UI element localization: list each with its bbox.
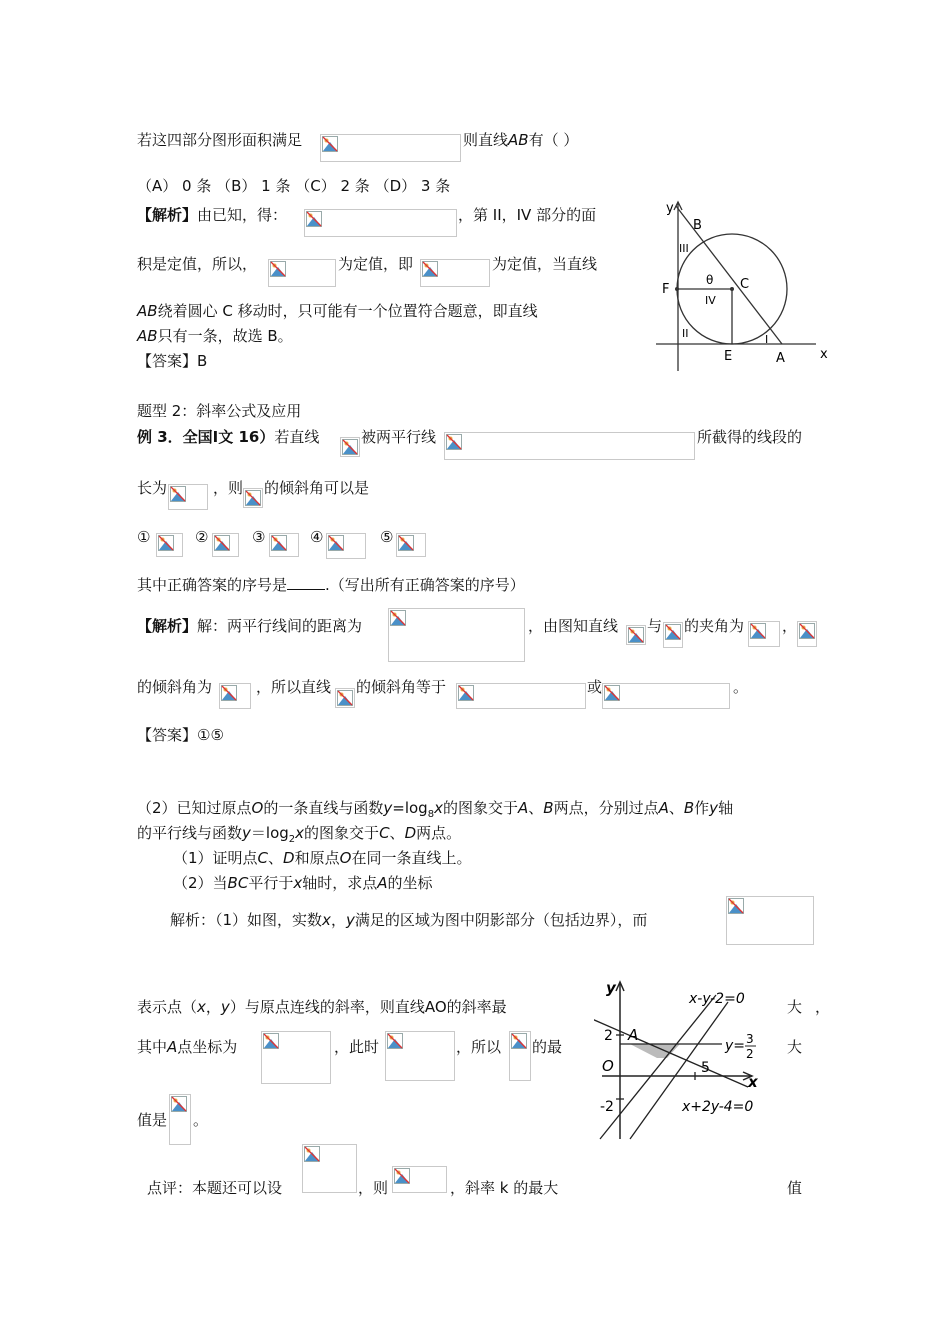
fig-label-o: O — [602, 1057, 614, 1075]
ex3-solution-line1 — [137, 616, 362, 636]
solution-text: ，由图知直线 — [528, 617, 619, 635]
var-o: O — [339, 849, 352, 867]
broken-image-icon — [750, 623, 766, 639]
q2-text: 和原点 — [294, 849, 340, 867]
ex3-text: 所截得的线段的 — [697, 428, 803, 446]
solution-text: 与 — [647, 617, 663, 635]
fig-label-x: x — [820, 347, 828, 362]
broken-image-icon — [304, 1146, 320, 1162]
fig-label-a: A — [776, 351, 785, 366]
fig-label-yeq: y= — [725, 1038, 746, 1054]
var-y: y — [242, 824, 251, 842]
formula-image — [748, 621, 780, 647]
q2-text: ）与原点连线的斜率，则直线 — [229, 998, 425, 1016]
var-y: y — [220, 998, 230, 1016]
fig-line-ab — [676, 206, 782, 344]
ex3-fill-text: 其中正确答案的序号是 — [137, 576, 288, 594]
formula-image — [168, 484, 208, 510]
q2-text: 轴 — [718, 799, 734, 817]
q2-text: 的最 — [532, 1038, 563, 1056]
fig-tick-5: 5 — [701, 1060, 710, 1076]
q2-text: ， — [205, 998, 221, 1016]
q2-text: ＝log — [250, 824, 289, 842]
region-figure — [594, 977, 788, 1142]
fig-label-e: E — [724, 349, 733, 364]
formula-image — [304, 209, 457, 237]
broken-image-icon — [665, 624, 681, 640]
broken-image-icon — [387, 1033, 403, 1049]
broken-image-icon — [306, 211, 322, 227]
broken-image-icon — [328, 535, 344, 551]
var-ab: AB — [137, 327, 158, 345]
ex3-line1 — [137, 427, 319, 447]
option-1: ① — [137, 528, 151, 546]
broken-image-icon — [398, 535, 414, 551]
remark-text: 值 — [787, 1179, 803, 1197]
broken-image-icon — [728, 898, 744, 914]
var-x: x — [197, 998, 206, 1016]
formula-image — [335, 688, 355, 708]
broken-image-icon — [245, 490, 261, 506]
circle-figure — [648, 196, 838, 376]
formula-image — [269, 533, 299, 557]
formula-image — [444, 432, 695, 460]
solution-text: 或 — [587, 678, 603, 696]
log-base: 2 — [288, 834, 296, 845]
formula-image — [212, 533, 239, 557]
formula-image — [156, 533, 183, 557]
formula-image — [626, 625, 646, 645]
fig-label-c: C — [740, 277, 750, 292]
formula-image — [663, 622, 683, 648]
formula-image — [602, 683, 730, 709]
q2-text: 的斜率最 — [446, 998, 507, 1016]
var-a: A — [517, 799, 529, 817]
option-5: ⑤ — [380, 528, 394, 546]
formula-image — [797, 621, 817, 647]
q2-text: 平行于 — [248, 874, 294, 892]
q2-text: 。 — [193, 1111, 209, 1129]
broken-image-icon — [342, 439, 358, 455]
remark-text: ，斜率 k 的最大 — [450, 1179, 559, 1197]
q2-text: 轴时，求点 — [302, 874, 378, 892]
var-y: y — [709, 799, 719, 817]
fig-tick-neg2: -2 — [600, 1099, 614, 1115]
fig-label-b: B — [693, 218, 702, 233]
q2-text: （2）当 — [173, 874, 228, 892]
broken-image-icon — [170, 486, 186, 502]
solution-text: ， — [782, 617, 798, 635]
q2-line1 — [137, 798, 733, 825]
formula-image — [456, 683, 586, 709]
formula-image — [385, 1031, 455, 1081]
fig-label-a: A — [628, 1026, 639, 1044]
formula-image — [261, 1031, 331, 1084]
q2-text: 大 — [787, 1038, 803, 1056]
q1-line1-pre: 若这四部分图形面积满足 — [137, 131, 303, 149]
formula-image — [243, 488, 263, 508]
log-base: 8 — [427, 809, 435, 820]
var-bc: BC — [227, 874, 249, 892]
q2-text: 、 — [528, 799, 544, 817]
q1-then-line: 则直线 — [463, 131, 509, 149]
broken-image-icon — [221, 685, 237, 701]
var-o: O — [251, 799, 264, 817]
q2-text: 、 — [668, 799, 684, 817]
fig-label-line3: x+2y-4=0 — [682, 1099, 754, 1115]
fig-label-x: x — [748, 1073, 758, 1091]
q2-text: 值是 — [137, 1111, 168, 1129]
option-4: ④ — [310, 528, 324, 546]
fig-label-theta: θ — [706, 273, 714, 287]
q2-text: 满足的区域为图中阴影部分（包括边界），而 — [354, 911, 648, 929]
ex3-text: 被两平行线 — [361, 428, 437, 446]
fig-label-iii: III — [679, 242, 689, 255]
q2-text: 大 — [787, 998, 803, 1016]
q2-part2 — [173, 873, 433, 893]
q2-solution-line1 — [170, 910, 647, 930]
fig-tick-2: 2 — [604, 1028, 613, 1044]
var-a: A — [658, 799, 669, 817]
q2-text: 在同一条直线上。 — [351, 849, 472, 867]
var-d: D — [404, 824, 417, 842]
formula-image — [340, 437, 360, 457]
fig-line-xy2 — [630, 1002, 728, 1139]
broken-image-icon — [171, 1096, 187, 1112]
q2-text: ，所以 — [456, 1038, 502, 1056]
broken-image-icon — [628, 627, 644, 643]
q2-text: 作 — [694, 799, 710, 817]
q2-text: 的坐标 — [387, 874, 433, 892]
broken-image-icon — [322, 136, 338, 152]
var-b: B — [683, 799, 695, 817]
analysis-text: 只有一条，故选 B。 — [157, 327, 293, 345]
formula-image — [169, 1094, 191, 1145]
broken-image-icon — [390, 610, 406, 626]
q1-end: 有（ ） — [528, 131, 579, 149]
broken-image-icon — [604, 685, 620, 701]
solution-text: ，所以直线 — [256, 678, 332, 696]
solution-text: 。 — [733, 678, 749, 696]
formula-image — [302, 1144, 357, 1193]
q2-line2 — [137, 823, 461, 850]
q2-text: 的平行线与函数 — [137, 824, 243, 842]
q2-text: ，此时 — [334, 1038, 380, 1056]
analysis-line4 — [137, 301, 538, 321]
fig-label-ii: II — [682, 327, 689, 340]
q2-text: ， — [330, 911, 346, 929]
analysis-text: 为定值，当直线 — [492, 255, 598, 273]
var-y: y — [345, 911, 355, 929]
broken-image-icon — [394, 1168, 410, 1184]
fig-label-f: F — [662, 282, 670, 297]
formula-image — [396, 533, 426, 557]
fig-label-y: y — [606, 979, 616, 997]
ex3-fill-post: .（写出所有正确答案的序号） — [325, 576, 525, 594]
formula-image — [268, 259, 336, 287]
analysis-line5 — [137, 326, 293, 346]
analysis-text: 积是定值，所以， — [137, 255, 258, 273]
answer-blank — [287, 575, 325, 590]
var-c: C — [257, 849, 269, 867]
var-c: C — [379, 824, 390, 842]
q2-text: 两点，分别过点 — [553, 799, 659, 817]
ex3-text: 长为 — [137, 479, 168, 497]
fig-line-boundary — [600, 995, 716, 1139]
broken-image-icon — [458, 685, 474, 701]
var-ab: AB — [508, 131, 529, 149]
broken-image-icon — [271, 535, 287, 551]
var-d: D — [283, 849, 295, 867]
q2-solution-line3 — [137, 1037, 237, 1057]
q1-line1 — [137, 130, 302, 150]
ex3-answer: 【答案】①⑤ — [137, 726, 224, 744]
q2-text: （1）证明点 — [173, 849, 258, 867]
var-x: x — [295, 824, 305, 842]
fig-label-i: I — [765, 333, 769, 346]
section-heading: 题型 2：斜率公式及应用 — [137, 402, 302, 420]
formula-image — [509, 1031, 531, 1081]
formula-image — [388, 608, 525, 662]
q2-text: =log — [392, 799, 428, 817]
formula-image — [420, 259, 490, 287]
q2-text: 的图象交于 — [442, 799, 518, 817]
broken-image-icon — [422, 261, 438, 277]
broken-image-icon — [511, 1033, 527, 1049]
broken-image-icon — [158, 535, 174, 551]
formula-image — [392, 1166, 447, 1193]
q2-text: ， — [815, 998, 831, 1016]
q1-choices: （A） 0 条 （B） 1 条 （C） 2 条 （D） 3 条 — [137, 177, 451, 195]
broken-image-icon — [337, 690, 353, 706]
var-x: x — [434, 799, 443, 817]
q2-text: 点坐标为 — [177, 1038, 238, 1056]
q2-text: 的一条直线与函数 — [263, 799, 384, 817]
q1-line1-post — [463, 130, 578, 150]
q2-text: 其中 — [137, 1038, 168, 1056]
analysis-text: 由已知，得： — [197, 206, 288, 224]
var-b: B — [543, 799, 554, 817]
analysis-text: 为定值，即 — [338, 255, 414, 273]
fig-label-iv: IV — [705, 294, 716, 307]
formula-image — [326, 533, 366, 559]
remark-text: 点评：本题还可以设 — [147, 1179, 283, 1197]
q2-text: 、 — [389, 824, 405, 842]
ex3-text: 若直线 — [274, 428, 320, 446]
formula-image — [726, 896, 814, 945]
remark-text: ，则 — [358, 1179, 389, 1197]
option-2: ② — [195, 528, 209, 546]
broken-image-icon — [214, 535, 230, 551]
fig-label-y: y — [666, 201, 674, 216]
q2-text: 解析：（1）如图，实数 — [170, 911, 323, 929]
solution-text: 的夹角为 — [684, 617, 745, 635]
ex3-text: 的倾斜角可以是 — [264, 479, 370, 497]
q2-text: （2）已知过原点 — [137, 799, 252, 817]
ex3-source: 全国Ⅰ文 16） — [182, 428, 275, 446]
analysis-label: 【解析】 — [137, 206, 198, 224]
q2-solution-line2 — [137, 997, 507, 1017]
solution-text: 解：两平行线间的距离为 — [197, 617, 363, 635]
solution-text: 的倾斜角等于 — [356, 678, 447, 696]
q2-text: 、 — [268, 849, 284, 867]
broken-image-icon — [263, 1033, 279, 1049]
analysis-text: 绕着圆心 C 移动时，只可能有一个位置符合题意，即直线 — [157, 302, 538, 320]
fig-label-num: 3 — [746, 1032, 754, 1046]
q1-analysis-line1 — [137, 205, 287, 225]
var-x: x — [293, 874, 303, 892]
q2-text: 两点。 — [416, 824, 462, 842]
q2-text: 表示点（ — [137, 998, 198, 1016]
q2-part1 — [173, 848, 471, 868]
q2-text: 的图象交于 — [304, 824, 380, 842]
fig-label-line1: x-y-2=0 — [689, 991, 745, 1007]
analysis-text: ，第 II，IV 部分的面 — [458, 206, 597, 224]
var-x: x — [322, 911, 331, 929]
var-ab: AB — [137, 302, 158, 320]
formula-image — [320, 134, 461, 162]
var-ao: AO — [424, 998, 447, 1016]
broken-image-icon — [799, 623, 815, 639]
broken-image-icon — [270, 261, 286, 277]
option-3: ③ — [252, 528, 266, 546]
solution-text: 的倾斜角为 — [137, 678, 213, 696]
var-a: A — [377, 874, 388, 892]
ex3-prefix: 例 3． — [137, 428, 183, 446]
var-y: y — [383, 799, 393, 817]
fig-label-den: 2 — [746, 1047, 754, 1061]
broken-image-icon — [446, 434, 462, 450]
solution-label: 【解析】 — [137, 617, 198, 635]
q1-answer: 【答案】B — [137, 352, 208, 370]
ex3-text: ，则 — [213, 479, 244, 497]
ex3-fill-line — [137, 575, 525, 595]
var-a: A — [167, 1038, 178, 1056]
formula-image — [219, 683, 251, 709]
